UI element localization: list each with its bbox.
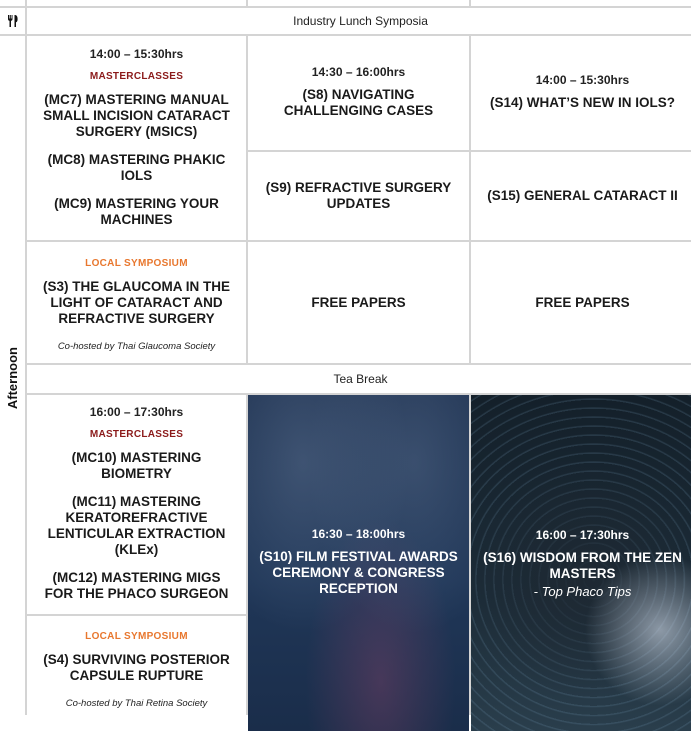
session-subtitle: - Top Phaco Tips [533, 583, 632, 599]
local-symposium-s3 [27, 242, 246, 363]
free-papers-cell [471, 242, 691, 363]
lunch-bar: Industry Lunch Symposia [27, 8, 691, 34]
session-title: (MC11) MASTERING KERATOREFRACTIVE LENTICULAR EXTRACTION (KLEx) [47, 494, 226, 557]
session-s16-wisdom [471, 395, 691, 731]
session-s14 [471, 36, 691, 150]
session-title: (MC10) MASTERING BIOMETRY [71, 450, 202, 481]
session-title: (S14) WHAT’S NEW IN IOLS? [490, 95, 675, 110]
cohost-note: Co-hosted by Thai Glaucoma Society [57, 340, 216, 352]
masterclass-block-2 [27, 395, 246, 614]
free-papers-cell [248, 242, 469, 363]
top-strip-cell [248, 0, 469, 6]
session-title: (S4) SURVIVING POSTERIOR CAPSULE RUPTURE [43, 652, 230, 683]
local-symposium-s4 [27, 616, 246, 720]
session-title: (S9) REFRACTIVE SURGERY UPDATES [265, 180, 452, 211]
tea-break-bar: Tea Break [27, 365, 691, 393]
session-time: 14:00 – 15:30hrs [89, 46, 184, 61]
session-title: (S8) NAVIGATING CHALLENGING CASES [283, 87, 434, 118]
session-time: 14:30 – 16:00hrs [311, 65, 406, 79]
category-label: MASTERCLASSES [89, 429, 184, 440]
session-s9 [248, 152, 469, 240]
bottom-strip-cell [0, 722, 25, 731]
afternoon-label: Afternoon [5, 346, 20, 410]
session-title: (MC12) MASTERING MIGS FOR THE PHACO SURGEON [44, 570, 229, 601]
session-time: 14:00 – 15:30hrs [535, 73, 630, 87]
session-title: (MC9) MASTERING YOUR MACHINES [54, 195, 219, 227]
session-title: (S3) THE GLAUCOMA IN THE LIGHT OF CATARACT AND REFRACTIVE SURGERY [43, 278, 230, 326]
cutlery-icon [0, 8, 25, 34]
cutlery-icon [6, 14, 20, 28]
category-label: MASTERCLASSES [89, 70, 184, 82]
session-time: 16:00 – 17:30hrs [89, 405, 184, 419]
session-title: (S16) WISDOM FROM THE ZEN MASTERS [483, 549, 682, 581]
top-strip-cell [0, 0, 25, 6]
session-s8 [248, 36, 469, 150]
session-time: 16:00 – 17:30hrs [535, 527, 630, 542]
top-strip-cell [471, 0, 691, 6]
session-title: (S15) GENERAL CATARACT II [487, 188, 678, 203]
session-s15 [471, 152, 691, 240]
session-time: 16:30 – 18:00hrs [311, 527, 406, 541]
session-title: (S10) FILM FESTIVAL AWARDS CEREMONY & CONGRESS RECEPTION [259, 549, 458, 596]
category-label: LOCAL SYMPOSIUM [85, 631, 188, 642]
top-strip-cell [27, 0, 246, 6]
session-title: FREE PAPERS [311, 294, 406, 310]
afternoon-sidebar [0, 36, 25, 720]
session-title: (MC8) MASTERING PHAKIC IOLS [47, 151, 226, 183]
session-title: (MC7) MASTERING MANUAL SMALL INCISION CATARACT SURGERY (MSICS) [43, 91, 230, 139]
bottom-strip-cell [27, 722, 246, 731]
cohost-note: Co-hosted by Thai Retina Society [65, 698, 208, 709]
session-s10-film-festival [248, 395, 469, 731]
category-label: LOCAL SYMPOSIUM [85, 257, 188, 269]
session-title: FREE PAPERS [535, 294, 630, 310]
masterclass-block-1 [27, 36, 246, 240]
